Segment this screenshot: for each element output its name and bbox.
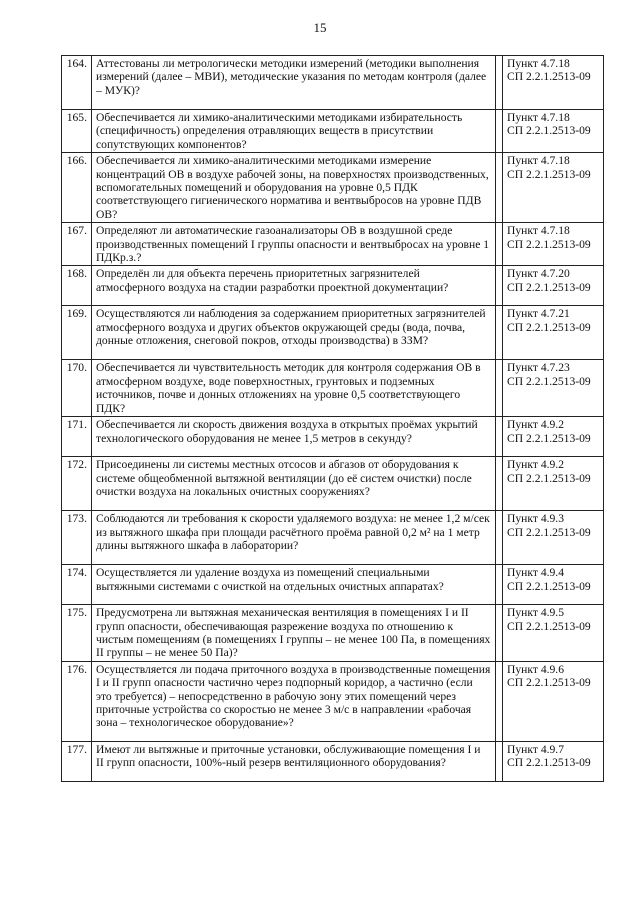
requirement-question: Имеют ли вытяжные и приточные установки, обслуживающие помещения I и II групп опасности, 100%-ный резерв вентиляционного оборудования? <box>92 741 496 781</box>
reference-document: СП 2.2.1.2513-09 <box>507 471 591 485</box>
requirement-question: Аттестованы ли метрологически методики измерений (методики выполнения измерений (далее – МВИ), методические указания по методам контроля (далее – МУК)? <box>92 56 496 110</box>
table-row <box>62 661 604 741</box>
answer-cell <box>496 661 503 741</box>
reference-document: СП 2.2.1.2513-09 <box>507 124 591 138</box>
table-row <box>62 741 604 781</box>
reference-document: СП 2.2.1.2513-09 <box>507 374 591 388</box>
answer-cell <box>496 153 503 223</box>
table-row <box>62 56 604 110</box>
table-row <box>62 457 604 511</box>
reference-item: Пункт 4.9.5 <box>507 606 565 620</box>
reference-document: СП 2.2.1.2513-09 <box>507 167 591 181</box>
table-row <box>62 360 604 417</box>
reference-document: СП 2.2.1.2513-09 <box>507 676 591 690</box>
requirement-question: Предусмотрена ли вытяжная механическая вентиляция в помещениях I и II групп опасности, обеспечивающая разрежение воздуха по отношению к чистым помещениям (в помещениях I группы – не менее 100 Па, в помещениях II группы – не менее 50 Па)? <box>92 605 496 662</box>
reference-item: Пункт 4.9.2 <box>507 418 565 432</box>
row-number: 171. <box>62 417 92 457</box>
reference-document: СП 2.2.1.2513-09 <box>507 237 591 251</box>
regulation-reference <box>503 457 604 511</box>
row-number: 174. <box>62 565 92 605</box>
regulation-reference <box>503 153 604 223</box>
regulation-reference <box>503 110 604 153</box>
table-row <box>62 417 604 457</box>
row-number: 164. <box>62 56 92 110</box>
checklist-table <box>61 55 604 782</box>
reference-item: Пункт 4.9.4 <box>507 566 565 580</box>
row-number: 169. <box>62 306 92 360</box>
table-row <box>62 605 604 662</box>
reference-item: Пункт 4.7.18 <box>507 154 570 168</box>
table-row <box>62 565 604 605</box>
answer-cell <box>496 417 503 457</box>
requirement-question: Обеспечивается ли чувствительность методик для контроля содержания ОВ в атмосферном воздухе, воде поверхностных, грунтовых и подземных источников, почве и донных отложениях на уровне 0,5 соответствующего ПДК? <box>92 360 496 417</box>
row-number: 170. <box>62 360 92 417</box>
table-row <box>62 110 604 153</box>
row-number: 173. <box>62 511 92 565</box>
reference-document: СП 2.2.1.2513-09 <box>507 619 591 633</box>
answer-cell <box>496 741 503 781</box>
row-number: 172. <box>62 457 92 511</box>
requirement-question: Обеспечивается ли химико-аналитическими методиками избирательность (специфичность) определения отравляющих веществ в присутствии сопутствующих компонентов? <box>92 110 496 153</box>
row-number: 175. <box>62 605 92 662</box>
reference-document: СП 2.2.1.2513-09 <box>507 431 591 445</box>
regulation-reference <box>503 605 604 662</box>
table-row <box>62 223 604 266</box>
reference-item: Пункт 4.7.21 <box>507 307 570 321</box>
requirement-question: Осуществляется ли подача приточного воздуха в производственные помещения I и II групп опасности частично через подпорный коридор, а частично (если это требуется) – непосредственно в рабочую зону этих помещений через приточные устройства со скоростью не менее 3 м/с в направлении «рабочая зона – технологическое оборудование»? <box>92 661 496 741</box>
regulation-reference <box>503 661 604 741</box>
reference-item: Пункт 4.7.23 <box>507 361 570 375</box>
regulation-reference <box>503 266 604 306</box>
answer-cell <box>496 511 503 565</box>
table-row <box>62 153 604 223</box>
regulation-reference <box>503 565 604 605</box>
row-number: 168. <box>62 266 92 306</box>
requirement-question: Соблюдаются ли требования к скорости удаляемого воздуха: не менее 1,2 м/сек из вытяжного шкафа при площади расчётного проёма равной 0,2 м² на 1 метр длины вытяжного шкафа в лаборатории? <box>92 511 496 565</box>
regulation-reference <box>503 56 604 110</box>
answer-cell <box>496 223 503 266</box>
reference-document: СП 2.2.1.2513-09 <box>507 70 591 84</box>
answer-cell <box>496 605 503 662</box>
regulation-reference <box>503 306 604 360</box>
answer-cell <box>496 110 503 153</box>
reference-item: Пункт 4.7.18 <box>507 224 570 238</box>
requirement-question: Осуществляется ли удаление воздуха из помещений специальными вытяжными системами с очисткой на отдельных очистных аппаратах? <box>92 565 496 605</box>
reference-document: СП 2.2.1.2513-09 <box>507 280 591 294</box>
reference-item: Пункт 4.9.2 <box>507 458 565 472</box>
reference-item: Пункт 4.7.18 <box>507 111 570 124</box>
reference-document: СП 2.2.1.2513-09 <box>507 579 591 593</box>
answer-cell <box>496 306 503 360</box>
regulation-reference <box>503 741 604 781</box>
regulation-reference <box>503 223 604 266</box>
reference-document: СП 2.2.1.2513-09 <box>507 756 591 770</box>
reference-item: Пункт 4.9.6 <box>507 662 565 676</box>
regulation-reference <box>503 360 604 417</box>
requirement-question: Присоединены ли системы местных отсосов и абгазов от оборудования к системе общеобменной вытяжной вентиляции (до её систем очистки) после очистки воздуха на локальных очистных сооружениях? <box>92 457 496 511</box>
row-number: 165. <box>62 110 92 153</box>
answer-cell <box>496 266 503 306</box>
requirement-question: Обеспечивается ли скорость движения воздуха в открытых проёмах укрытий технологического оборудования не менее 1,5 метров в секунду? <box>92 417 496 457</box>
row-number: 176. <box>62 661 92 741</box>
reference-item: Пункт 4.9.7 <box>507 742 565 756</box>
page-number: 15 <box>313 20 327 35</box>
reference-item: Пункт 4.9.3 <box>507 512 565 526</box>
requirement-question: Обеспечивается ли химико-аналитическими методиками измерение концентраций ОВ в воздухе рабочей зоны, на поверхностях производственных, вспомогательных помещений и оборудования на уровне 0,5 ПДК соответствующего гигиенического норматива и вентвыбросов на уровне ПДВ ОВ? <box>92 153 496 223</box>
answer-cell <box>496 360 503 417</box>
table-row <box>62 306 604 360</box>
table-row <box>62 511 604 565</box>
requirement-question: Определяют ли автоматические газоанализаторы ОВ в воздушной среде производственных помещений I группы опасности и вентвыбросах на уровне 1 ПДКр.з.? <box>92 223 496 266</box>
row-number: 177. <box>62 741 92 781</box>
requirement-question: Осуществляются ли наблюдения за содержанием приоритетных загрязнителей атмосферного воздуха и других объектов окружающей среды (вода, почва, донные отложения, снеговой покров, отходы производства) в ЗЗМ? <box>92 306 496 360</box>
answer-cell <box>496 457 503 511</box>
regulation-reference <box>503 417 604 457</box>
requirement-question: Определён ли для объекта перечень приоритетных загрязнителей атмосферного воздуха на стадии разработки проектной документации? <box>92 266 496 306</box>
reference-item: Пункт 4.7.18 <box>507 57 570 70</box>
reference-item: Пункт 4.7.20 <box>507 267 570 281</box>
regulation-reference <box>503 511 604 565</box>
table-row <box>62 266 604 306</box>
reference-document: СП 2.2.1.2513-09 <box>507 525 591 539</box>
answer-cell <box>496 565 503 605</box>
row-number: 167. <box>62 223 92 266</box>
reference-document: СП 2.2.1.2513-09 <box>507 320 591 334</box>
row-number: 166. <box>62 153 92 223</box>
answer-cell <box>496 56 503 110</box>
